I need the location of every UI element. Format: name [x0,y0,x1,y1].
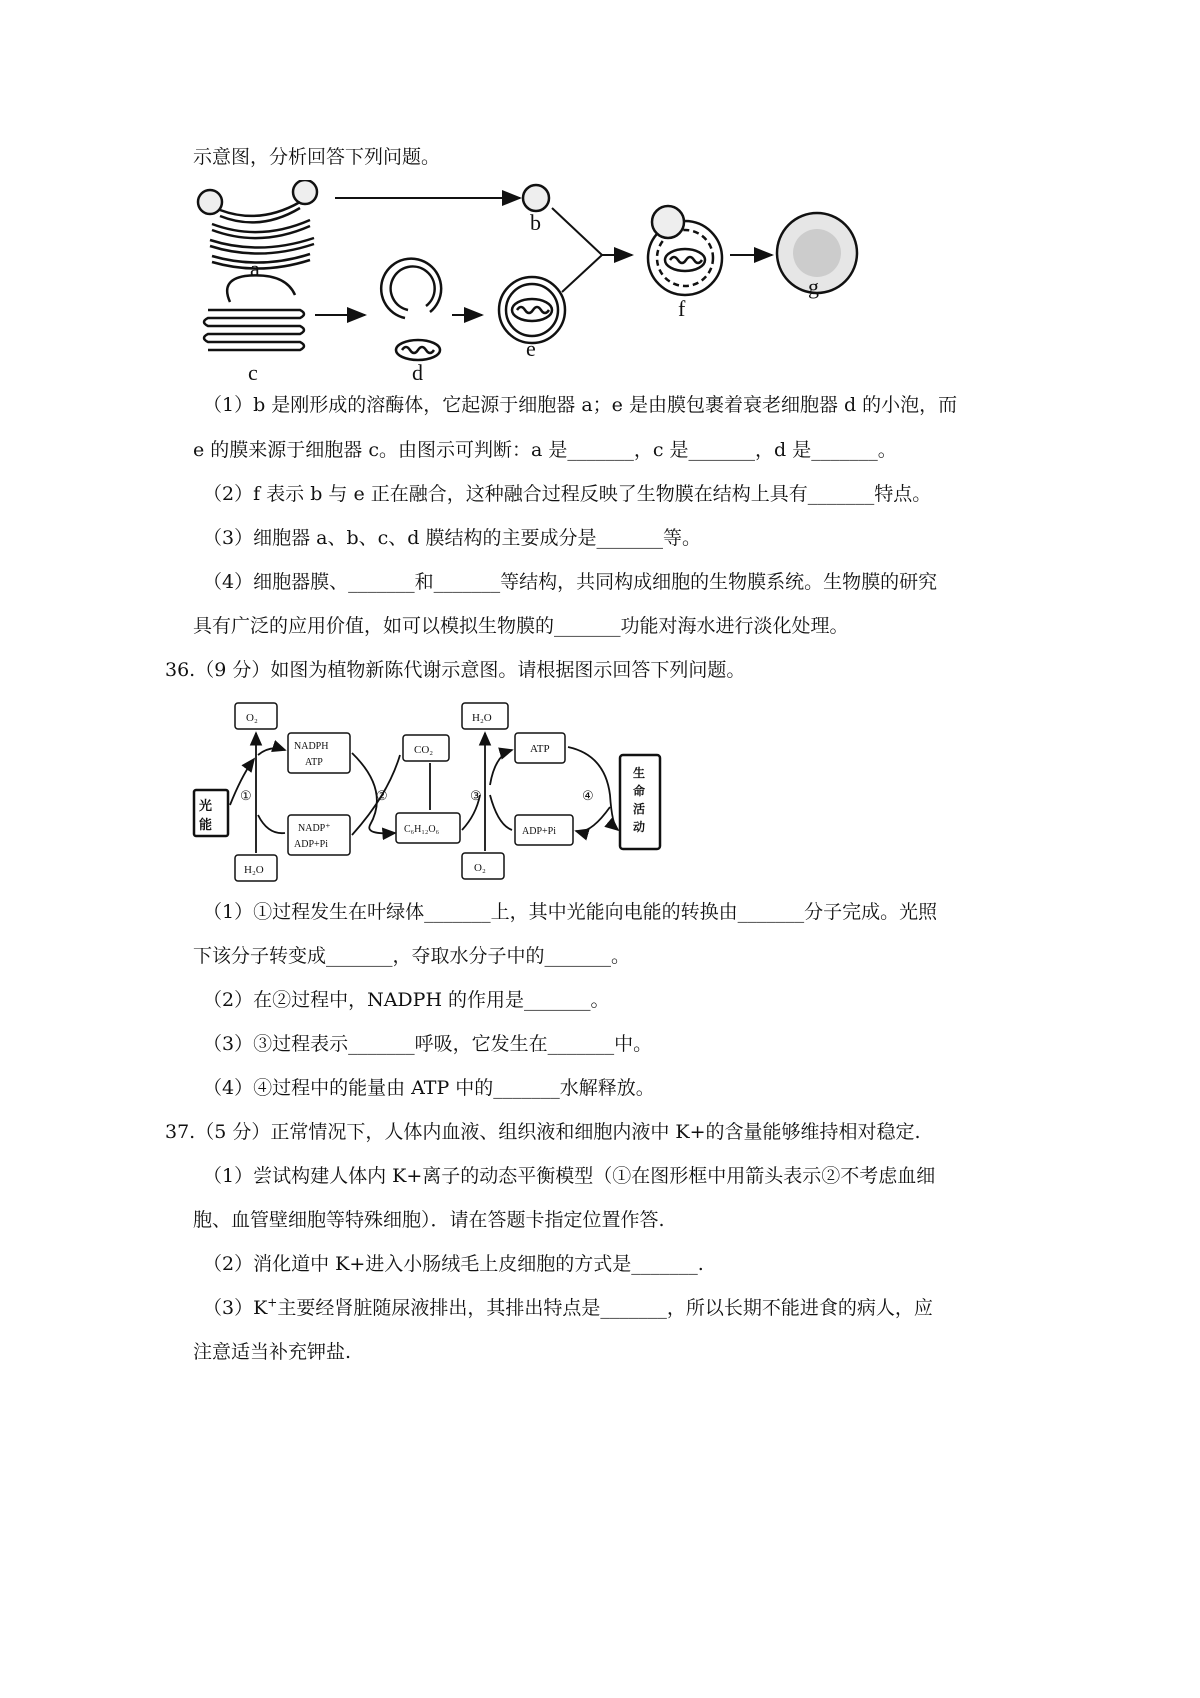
q37-part3-line2: 注意适当补充钾盐. [193,1341,352,1363]
q35-part4-line2: 具有广泛的应用价值，如可以模拟生物膜的_______功能对海水进行淡化处理。 [193,615,849,637]
q37-part1-line1: （1）尝试构建人体内 K+离子的动态平衡模型（①在图形框中用箭头表示②不考虑血细 [203,1165,936,1187]
nadph-label: NADPH [294,741,329,752]
adp-pi-box: ADP+Pi [522,826,556,837]
q35-part2: （2）f 表示 b 与 e 正在融合，这种融合过程反映了生物膜在结构上具有_______特点。 [203,483,932,505]
q37-part3-prefix: （3）K [203,1297,268,1319]
q35-part1-line2: e 的膜来源于细胞器 c。由图示可判断：a 是_______，c 是_______，d 是_______。 [193,439,897,461]
q36-part3: （3）③过程表示_______呼吸，它发生在_______中。 [203,1033,653,1055]
q37-part3-superscript: + [267,1295,278,1310]
label-e: e [526,336,536,361]
q37-title: 37.（5 分）正常情况下，人体内血液、组织液和细胞内液中 K+的含量能够维持相对稳定. [165,1121,921,1143]
q35-part4-line1: （4）细胞器膜、_______和_______等结构，共同构成细胞的生物膜系统。生物膜的研究 [203,571,938,593]
q37-part3-rest: 主要经肾脏随尿液排出，其排出特点是_______，所以长期不能进食的病人，应 [277,1297,933,1319]
label-g: g [808,274,819,299]
endoplasmic-reticulum-c [204,275,304,350]
step-2-marker: ② [376,788,388,803]
label-f: f [678,296,686,321]
fusing-vesicle-f [648,206,722,295]
atp-label-1: ATP [305,757,323,768]
label-b: b [530,210,541,235]
q36-part2: （2）在②过程中，NADPH 的作用是_______。 [203,989,610,1011]
q35-part1-line1: （1）b 是刚形成的溶酶体，它起源于细胞器 a；e 是由膜包裹着衰老细胞器 d 的小泡，而 [203,394,958,416]
q35-part3: （3）细胞器 a、b、c、d 膜结构的主要成分是_______等。 [203,527,701,549]
lysosome-figure [190,180,890,385]
q37-part2: （2）消化道中 K+进入小肠绒毛上皮细胞的方式是_______. [203,1253,704,1275]
glucose-box: C₆H₁₂O₆ [404,824,440,835]
q36-part1-line2: 下该分子转变成_______，夺取水分子中的_______。 [193,945,631,967]
metabolism-figure [190,695,670,890]
atp-box: ATP [530,743,550,755]
o2-bottom-box: O₂ [474,862,486,874]
life-activity-1: 生 [633,766,646,780]
q37-part1-line2: 胞、血管壁细胞等特殊细胞）．请在答题卡指定位置作答. [193,1209,665,1231]
step-1-marker: ① [240,788,252,803]
co2-box: CO₂ [414,744,434,756]
q36-part4: （4）④过程中的能量由 ATP 中的_______水解释放。 [203,1077,655,1099]
light-energy-1: 光 [199,798,213,813]
label-d: d [412,360,423,385]
q36-title: 36.（9 分）如图为植物新陈代谢示意图。请根据图示回答下列问题。 [165,659,746,681]
nadp-label: NADP⁺ [298,823,331,834]
mitochondrion-d [381,259,441,360]
life-activity-3: 活 [633,802,646,816]
light-energy-2: 能 [199,817,213,832]
o2-top-box: O₂ [246,712,258,724]
life-activity-2: 命 [633,784,646,798]
intro-text: 示意图，分析回答下列问题。 [193,146,441,168]
q36-part1-line1: （1）①过程发生在叶绿体_______上，其中光能向电能的转换由_______分子完成。光照 [203,901,938,923]
adp-pi-label-1: ADP+Pi [294,839,328,850]
q37-part3-line1 [203,1296,933,1320]
h2o-top-box: H₂O [472,712,492,724]
h2o-bottom-box: H₂O [244,864,264,876]
label-c: c [248,360,258,385]
autophagosome-e [499,277,565,343]
label-a: a [250,256,260,281]
step-3-marker: ③ [470,788,482,803]
life-activity-4: 动 [633,820,646,834]
lysosome-b [523,185,549,211]
step-4-marker: ④ [582,788,594,803]
